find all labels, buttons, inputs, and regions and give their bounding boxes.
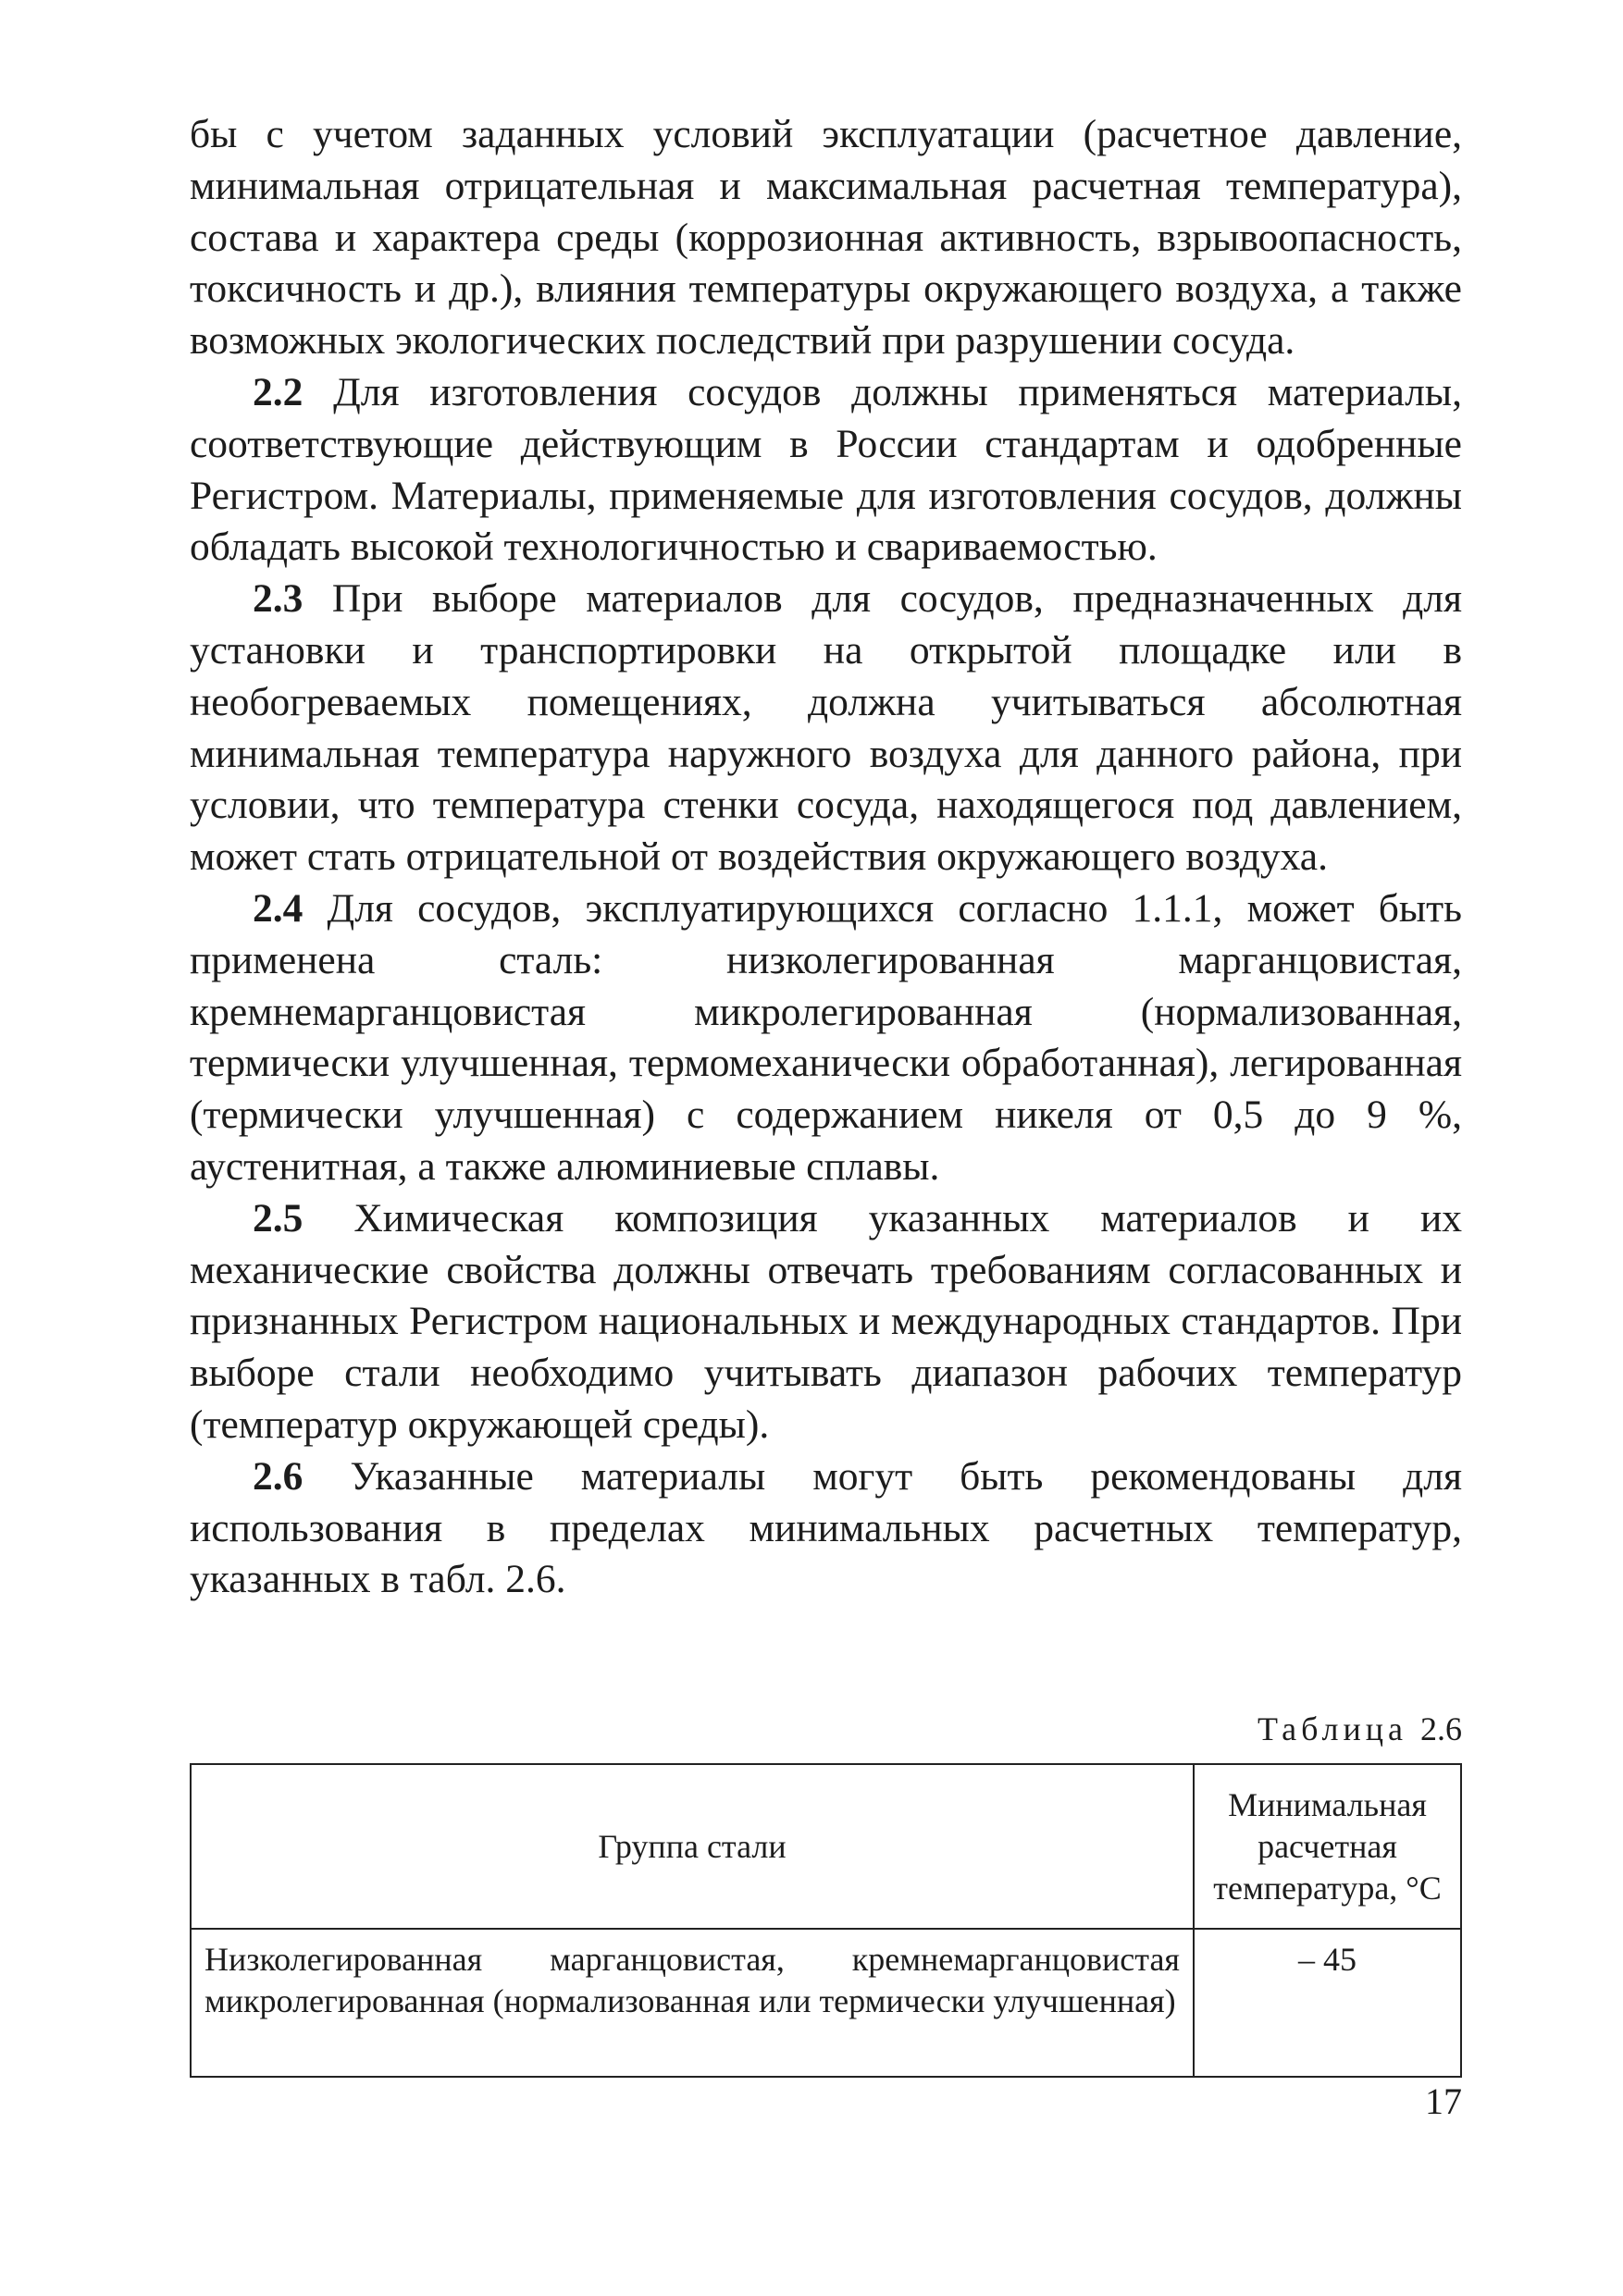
paragraph-text: Химическая композиция указанных материалов и их механические свойства должны отвечать требованиям согласованных и признанных Регистром национальных и международных стандартов. При выборе стали необходимо учитывать диапазон рабочих температур (температур окружающей среды). <box>190 1195 1462 1447</box>
cell-min-temperature: – 45 <box>1194 1929 1461 2077</box>
paragraph-number: 2.3 <box>253 576 304 622</box>
table-caption-word: Таблица <box>1258 1710 1407 1747</box>
paragraph-2-6 <box>190 1451 1462 1606</box>
paragraph-text: Для изготовления сосудов должны применяться материалы, соответствующие действующим в России стандартам и одобренные Регистром. Материалы, применяемые для изготовления сосудов, должны обладать высокой технологичностью и свариваемостью. <box>190 369 1462 570</box>
paragraph-continuation <box>190 109 1462 367</box>
paragraph-text: Указанные материалы могут быть рекомендованы для использования в пределах минимальных расчетных температур, указанных в табл. 2.6. <box>190 1453 1462 1602</box>
table-header-row <box>191 1764 1461 1929</box>
page-number: 17 <box>1425 2080 1462 2122</box>
table-caption <box>1258 1710 1462 1748</box>
paragraph-number: 2.4 <box>253 885 304 931</box>
paragraph-text: При выборе материалов для сосудов, предназначенных для установки и транспортировки на открытой площадке или в необогреваемых помещениях, должна учитываться абсолютная минимальная температура наружного воздуха для данного района, при условии, что температура стенки сосуда, находящегося под давлением, может стать отрицательной от воздействия окружающего воздуха. <box>190 576 1462 880</box>
paragraph-number: 2.5 <box>253 1195 304 1241</box>
paragraph-number: 2.2 <box>253 369 304 414</box>
paragraph-2-2 <box>190 367 1462 574</box>
cell-steel-group: Низколегированная марганцовистая, кремнемарганцовистая микролегированная (нормализованная или термически улучшенная) <box>191 1929 1194 2077</box>
header-min-temperature: Минимальная расчетная температура, °С <box>1194 1764 1461 1929</box>
paragraph-text: бы с учетом заданных условий эксплуатации (расчетное давление, минимальная отрицательная и максимальная расчетная температура), состава и характера среды (коррозионная активность, взрывоопасность, токсичность и др.), влияния температуры окружающего воздуха, а также возможных экологических последствий при разрушении сосуда. <box>190 112 1462 364</box>
table-row <box>191 1929 1461 2077</box>
paragraph-2-3 <box>190 574 1462 883</box>
document-page <box>190 109 1462 2122</box>
paragraph-2-5 <box>190 1193 1462 1451</box>
table-caption-number: 2.6 <box>1420 1710 1462 1747</box>
paragraph-number: 2.6 <box>253 1453 304 1499</box>
steel-temperature-table <box>190 1763 1462 2078</box>
paragraph-text: Для сосудов, эксплуатирующихся согласно 1.1.1, может быть применена сталь: низколегированная марганцовистая, кремнемарганцовистая микролегированная (нормализованная, термически улучшенная, термомеханически обработанная), легированная (термически улучшенная) с содержанием никеля от 0,5 до 9 %, аустенитная, а также алюминиевые сплавы. <box>190 885 1462 1189</box>
header-steel-group: Группа стали <box>191 1764 1194 1929</box>
paragraph-2-4 <box>190 883 1462 1193</box>
